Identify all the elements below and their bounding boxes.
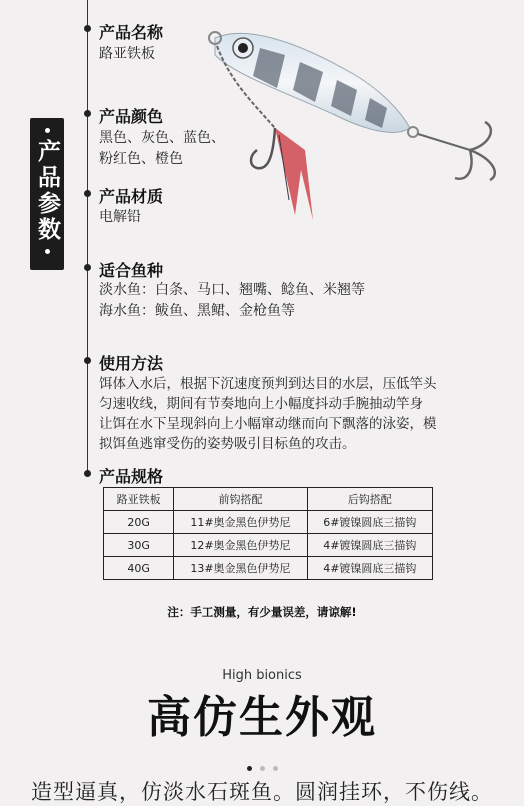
- table-cell: 4#镀镍圆底三描钩: [307, 534, 432, 557]
- timeline-dot: [84, 470, 91, 477]
- table-row: [104, 511, 433, 534]
- carousel-dot[interactable]: [273, 766, 278, 771]
- timeline-dot: [84, 110, 91, 117]
- usage-line: 饵体入水后，根据下沉速度预判到达目的水层，压低竿头: [99, 376, 437, 392]
- table-cell: 20G: [104, 511, 174, 534]
- carousel-dot[interactable]: [260, 766, 265, 771]
- carousel-dot[interactable]: [247, 766, 252, 771]
- usage-line: 让饵在水下呈现斜向上小幅窜动继而向下飘落的泳姿，模: [99, 416, 437, 432]
- spec-table: [103, 487, 433, 580]
- usage-title: 使用方法: [99, 354, 164, 373]
- target-fish-title: 适合鱼种: [99, 261, 164, 280]
- feature-caption: 造型逼真，仿淡水石斑鱼。圆润挂环，不伤线。: [31, 780, 493, 804]
- table-cell: 12#奥金黑色伊势尼: [174, 534, 307, 557]
- tab-dot: [45, 249, 50, 254]
- saltwater-fish-line: 海水鱼：鲅鱼、黑鲪、金枪鱼等: [99, 303, 295, 319]
- product-params-label: 产品参数: [34, 139, 60, 243]
- table-header-cell: 前钩搭配: [174, 488, 307, 511]
- hero-subtitle: High bionics: [222, 668, 302, 683]
- timeline-dot: [84, 264, 91, 271]
- product-name-value: 路亚铁板: [99, 46, 155, 62]
- product-colors-title: 产品颜色: [99, 107, 164, 126]
- table-row: [104, 534, 433, 557]
- timeline-dot: [84, 190, 91, 197]
- timeline-line: [87, 0, 88, 475]
- product-name-title: 产品名称: [99, 23, 164, 42]
- table-cell: 6#镀镍圆底三描钩: [307, 511, 432, 534]
- usage-line: 拟饵鱼逃窜受伤的姿势吸引目标鱼的攻击。: [99, 436, 356, 452]
- table-cell: 30G: [104, 534, 174, 557]
- spec-title: 产品规格: [99, 467, 164, 486]
- tab-dot: [45, 128, 50, 133]
- table-cell: 40G: [104, 557, 174, 580]
- freshwater-fish-line: 淡水鱼：白条、马口、翘嘴、鲶鱼、米翘等: [99, 282, 365, 298]
- table-cell: 13#奥金黑色伊势尼: [174, 557, 307, 580]
- product-material-title: 产品材质: [99, 187, 164, 206]
- fishing-lure-image: [205, 20, 505, 240]
- table-header-row: [104, 488, 433, 511]
- hero-title: 高仿生外观: [147, 692, 377, 743]
- table-header-cell: 后钩搭配: [307, 488, 432, 511]
- usage-line: 匀速收线，期间有节奏地向上小幅度抖动手腕抽动竿身: [99, 396, 423, 412]
- table-row: [104, 557, 433, 580]
- measurement-note: 注：手工测量，有少量误差，请谅解!: [167, 605, 357, 619]
- carousel-dots: [0, 766, 524, 771]
- product-material-value: 电解铅: [99, 209, 141, 225]
- product-colors-line: 黑色、灰色、蓝色、: [99, 130, 225, 146]
- table-header-cell: 路亚铁板: [104, 488, 174, 511]
- timeline-dot: [84, 357, 91, 364]
- timeline-dot: [84, 25, 91, 32]
- table-cell: 11#奥金黑色伊势尼: [174, 511, 307, 534]
- product-params-tab: [30, 118, 64, 270]
- product-colors-line: 粉红色、橙色: [99, 151, 183, 167]
- table-cell: 4#镀镍圆底三描钩: [307, 557, 432, 580]
